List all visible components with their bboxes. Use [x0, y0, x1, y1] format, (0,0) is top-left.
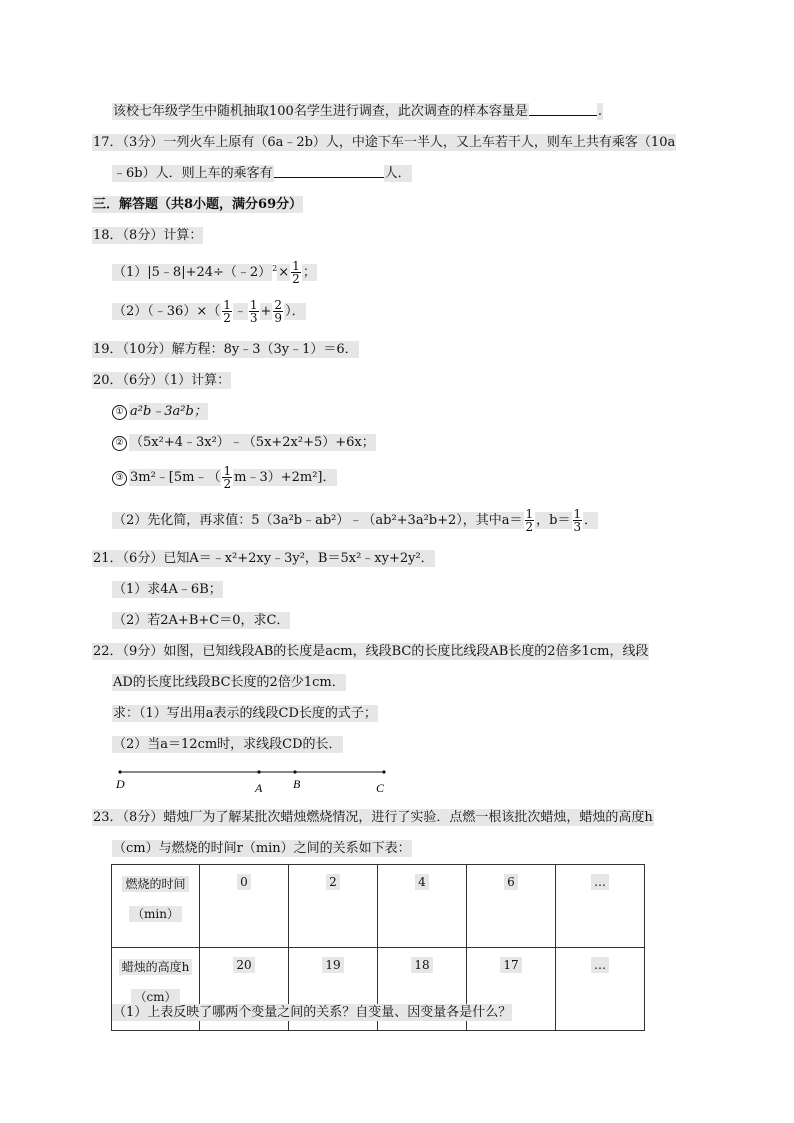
- q18-1-text: （1）|5﹣8|+24÷（﹣2）: [113, 265, 272, 280]
- circled-two-marker: ②: [112, 436, 127, 451]
- table-cell: [556, 865, 645, 948]
- q22-line4: [112, 736, 343, 754]
- cell-value: …: [591, 957, 609, 973]
- answer-blank[interactable]: [274, 165, 384, 178]
- q20-1-text: a²b﹣3a²b；: [130, 404, 207, 419]
- fraction-third: [573, 508, 583, 533]
- q19: [92, 341, 359, 359]
- q21-text: 21．（6分）已知A＝﹣x²+2xy﹣3y²，B＝5x²﹣xy+2y²．: [93, 551, 434, 566]
- minus-sign: ﹣: [233, 304, 247, 319]
- q20-text: 20．（6分）（1）计算：: [93, 373, 231, 388]
- fraction-half: [222, 299, 232, 324]
- q17-line2: [112, 165, 412, 183]
- fraction-two-ninths: [273, 299, 283, 324]
- denominator: 2: [223, 311, 231, 325]
- q18-part1: [112, 258, 317, 288]
- denominator: 3: [249, 311, 258, 325]
- q20-4-text-a: （2）先化简，再求值：5（3a²b﹣ab²）﹣（ab²+3a²b+2），其中a＝: [113, 513, 523, 528]
- table-cell: [556, 948, 645, 1031]
- q17-text-a: 17．（3分）一列火车上原有（6a﹣2b）人，中途下车一半人，又上车若干人，则车上共有乘客（10a: [93, 135, 676, 150]
- q23-line2: [112, 840, 412, 858]
- denominator: 2: [292, 272, 300, 286]
- cell-value: 2: [326, 874, 340, 890]
- q18-part2: [112, 297, 306, 327]
- q20-3-text-a: 3m²﹣[5m﹣（: [130, 470, 221, 485]
- q22-text-c: 求：（1）写出用a表示的线段CD长度的式子；: [113, 706, 377, 721]
- q20-4-text-b: ，b＝: [536, 513, 571, 528]
- header-text: 燃烧的时间: [122, 876, 188, 892]
- q23-text-a: 23．（8分）蜡烛厂为了解某批次蜡烛燃烧情况，进行了实验．点燃一根该批次蜡烛，蜡烛的高度h: [93, 810, 653, 825]
- fraction-third: [249, 299, 259, 324]
- q20-2-text: （5x²+4﹣3x²）﹣（5x+2x²+5）+6x；: [130, 435, 375, 450]
- q16-text: 该校七年级学生中随机抽取100名学生进行调查，此次调查的样本容量是: [113, 104, 528, 119]
- period: ．: [584, 513, 598, 528]
- point-c: [382, 770, 385, 773]
- q19-text: 19．（10分）解方程：8y﹣3（3y﹣1）＝6．: [93, 342, 358, 357]
- q20-3-text-b: m﹣3）+2m²]．: [234, 470, 336, 485]
- period: .: [597, 104, 602, 119]
- plus-sign: +: [260, 304, 272, 319]
- table-cell: [289, 865, 378, 948]
- q21-title: [92, 550, 435, 568]
- fraction-half: [222, 465, 232, 490]
- numerator: 1: [223, 464, 232, 478]
- q16-tail: [112, 103, 603, 121]
- q17-text-b: ﹣6b）人．则上车的乘客有: [113, 166, 273, 181]
- point-b: [293, 770, 296, 773]
- cell-value: …: [591, 874, 609, 890]
- circled-one-marker: ①: [112, 405, 127, 420]
- numerator: 1: [573, 507, 582, 521]
- cell-value: 18: [411, 957, 432, 973]
- row-header: [112, 865, 200, 948]
- numerator: 1: [292, 259, 300, 273]
- numerator: 2: [274, 298, 283, 312]
- answer-blank[interactable]: [529, 103, 597, 116]
- header-unit: （min）: [129, 906, 182, 922]
- q22-line2: [112, 674, 346, 692]
- q17-text-end: 人．: [384, 166, 411, 181]
- q17-line1: [92, 134, 676, 152]
- q22-text-b: AD的长度比线段BC长度的2倍少1cm．: [113, 675, 345, 690]
- point-d: [118, 770, 121, 773]
- q20-item3: [112, 463, 337, 493]
- segment-diagram: [112, 764, 402, 798]
- times-sign: ×: [278, 265, 290, 280]
- q22-text-a: 22．（9分）如图，已知线段AB的长度是acm，线段BC的长度比线段AB长度的2倍多1cm，线段: [93, 644, 649, 659]
- fraction-half: [525, 508, 535, 533]
- cell-value: 0: [237, 874, 251, 890]
- fraction-half: [291, 260, 301, 285]
- cell-value: 6: [504, 874, 518, 890]
- q22-text-d: （2）当a＝12cm时，求线段CD的长．: [113, 737, 342, 752]
- denominator: 9: [274, 311, 283, 325]
- header-text: 蜡烛的高度h: [119, 959, 193, 975]
- cell-value: 17: [500, 957, 521, 973]
- q21-part1: [112, 581, 223, 599]
- q18-title: [92, 227, 203, 245]
- q21-1-text: （1）求4A﹣6B；: [113, 582, 222, 597]
- denominator: 2: [223, 477, 232, 491]
- q20-item2: [112, 434, 376, 452]
- table-cell: [200, 865, 289, 948]
- q22-line3: [112, 705, 378, 723]
- denominator: 3: [573, 520, 582, 534]
- q23-part1: [112, 1004, 512, 1022]
- table-cell: [378, 865, 467, 948]
- section-heading: [92, 196, 303, 214]
- q23-line1: [92, 809, 654, 827]
- q23-text-b: （cm）与燃烧的时间r（min）之间的关系如下表：: [113, 841, 411, 856]
- label-a: A: [255, 781, 263, 795]
- semicolon: ；: [302, 265, 316, 280]
- label-d: D: [116, 777, 125, 791]
- numerator: 1: [223, 298, 231, 312]
- table-cell: [467, 865, 556, 948]
- q22-line1: [92, 643, 649, 661]
- cell-value: 19: [322, 957, 343, 973]
- point-a: [257, 770, 260, 773]
- label-b: B: [293, 777, 301, 791]
- cell-value: 20: [233, 957, 254, 973]
- q20-part2: [112, 506, 598, 536]
- denominator: 2: [525, 520, 534, 534]
- q18-text: 18．（8分）计算：: [93, 228, 203, 243]
- q21-part2: [112, 612, 290, 630]
- q21-2-text: （2）若2A+B+C＝0，求C．: [113, 613, 290, 628]
- q20-title: [92, 372, 231, 390]
- label-c: C: [376, 781, 385, 795]
- exponent: 2: [272, 264, 278, 273]
- close-paren: ）．: [285, 304, 305, 319]
- numerator: 1: [525, 507, 534, 521]
- header-unit: （cm）: [131, 989, 179, 1005]
- q20-item1: [112, 403, 208, 421]
- circled-three-marker: ③: [112, 471, 127, 486]
- table-row: [112, 865, 645, 948]
- section-title: 三．解答题（共8小题，满分69分）: [93, 197, 303, 212]
- q23-1-text: （1）上表反映了哪两个变量之间的关系？自变量、因变量各是什么？: [113, 1005, 512, 1020]
- numerator: 1: [249, 298, 258, 312]
- cell-value: 4: [415, 874, 429, 890]
- q18-2-text: （2）（﹣36）×（: [113, 304, 221, 319]
